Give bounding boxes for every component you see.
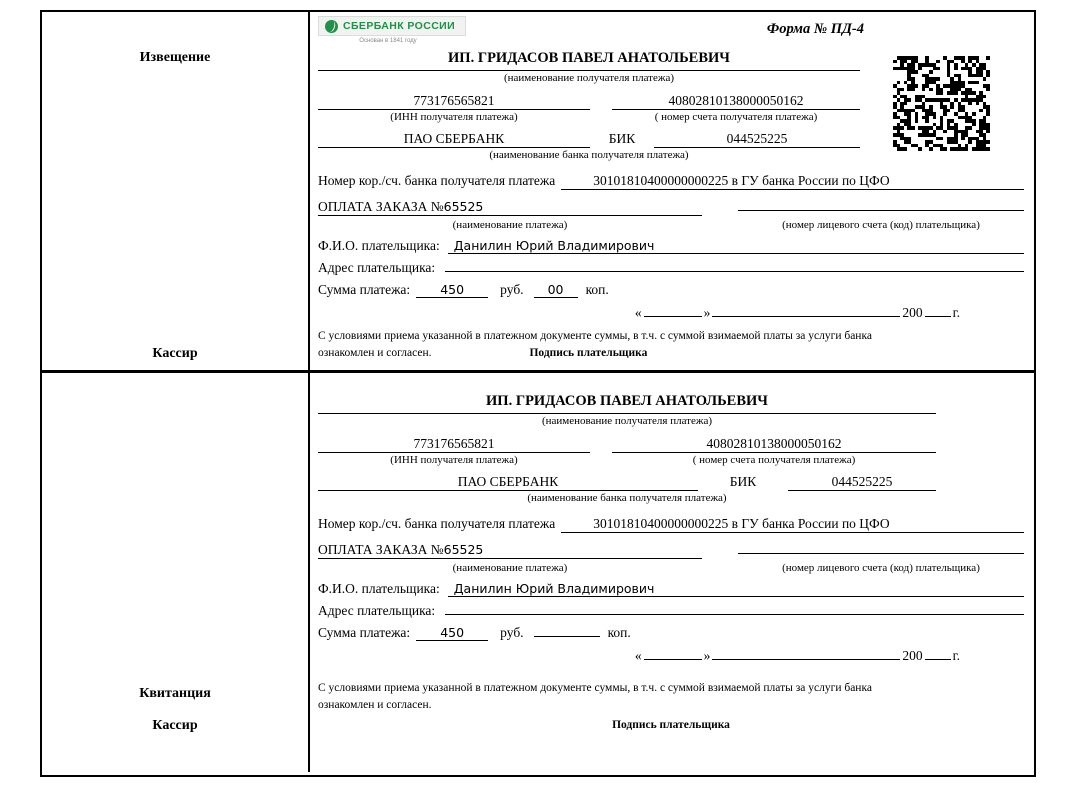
agreement-text (318, 328, 1024, 361)
sberbank-logo-strip (318, 16, 466, 36)
quote-close: » (703, 305, 711, 321)
payer-address-label: Адрес плательщика: (318, 603, 436, 619)
bank-caption: (наименование банка получателя платежа) (489, 148, 689, 161)
amount-row (318, 282, 1024, 298)
payment-purpose (318, 542, 702, 559)
receipt-stub (42, 373, 310, 772)
payer-name-label: Ф.И.О. плательщика: (318, 581, 440, 597)
corr-account-value: 30101810400000000225 в ГУ банка России по ЦФО (561, 516, 1024, 533)
form-number-label: Форма № ПД-4 (766, 21, 864, 37)
payer-address-label: Адрес плательщика: (318, 260, 436, 276)
agreement-line2-row (318, 345, 1024, 362)
payer-address-blank (445, 614, 1024, 615)
payment-purpose-row (318, 542, 1024, 559)
bank-caption: (наименование банка получателя платежа) (527, 491, 727, 504)
bik-value: 044525225 (654, 131, 860, 148)
personal-account-caption: (номер лицевого счета (код) плательщика) (782, 218, 980, 231)
pd4-payment-form (40, 10, 1036, 777)
payment-purpose-prefix: ОПЛАТА ЗАКАЗА № (318, 198, 444, 214)
amount-row (318, 625, 1024, 641)
corr-account-row (318, 516, 1024, 533)
bank-row (318, 131, 860, 148)
payment-caption: (наименование платежа) (452, 218, 568, 231)
payment-captions (318, 561, 1024, 576)
account-caption: ( номер счета получателя платежа) (654, 110, 818, 123)
agreement-line2: ознакомлен и согласен. (318, 347, 432, 360)
quote-open: « (634, 305, 642, 321)
agreement-text (318, 680, 1024, 713)
sberbank-logo-tagline: Основан в 1841 году (359, 37, 417, 44)
year-suffix: г. (952, 305, 960, 321)
receipt-upper-block (318, 393, 936, 506)
amount-kop-value: 00 (534, 282, 578, 298)
date-row (318, 648, 962, 664)
sberbank-logo-text: СБЕРБАНК РОССИИ (343, 20, 456, 32)
year-suffix: г. (952, 648, 960, 664)
date-day-blank (644, 659, 702, 660)
bank-name-value: ПАО СБЕРБАНК (318, 474, 698, 491)
notice-cashier-label: Кассир (152, 346, 198, 361)
rub-label: руб. (500, 625, 524, 641)
bank-name-value: ПАО СБЕРБАНК (318, 131, 590, 148)
amount-label: Сумма платежа: (318, 625, 411, 641)
notice-stub-title: Извещение (139, 50, 211, 65)
amount-rub-value: 450 (416, 282, 488, 298)
quote-close: » (703, 648, 711, 664)
payment-caption: (наименование платежа) (452, 561, 568, 574)
agreement-line2: ознакомлен и согласен. (318, 699, 432, 712)
year-prefix: 200 (902, 305, 923, 321)
corr-account-label: Номер кор./сч. банка получателя платежа (318, 172, 556, 188)
date-month-blank (712, 659, 900, 660)
personal-account-blank (738, 553, 1024, 554)
bik-label: БИК (608, 130, 636, 146)
corr-account-label: Номер кор./сч. банка получателя платежа (318, 515, 556, 531)
sberbank-logo (318, 16, 1024, 44)
qr-code (893, 56, 990, 151)
account-value: 40802810138000050162 (612, 436, 936, 453)
inn-caption: (ИНН получателя платежа) (390, 110, 518, 123)
payment-captions (318, 218, 1024, 233)
payer-name-value: Данилин Юрий Владимирович (448, 581, 1024, 597)
kop-label: коп. (585, 282, 609, 298)
date-month-blank (712, 316, 900, 317)
receipt-content (310, 373, 1034, 772)
rub-label: руб. (500, 282, 524, 298)
payer-address-blank (445, 271, 1024, 272)
corr-account-value: 30101810400000000225 в ГУ банка России по ЦФО (561, 173, 1024, 190)
quote-open: « (634, 648, 642, 664)
payer-name-row (318, 238, 1024, 254)
corr-account-row (318, 173, 1024, 190)
order-number: 65525 (443, 198, 484, 214)
notice-content (310, 12, 1034, 370)
receipt-cashier-label: Кассир (152, 718, 198, 733)
date-row (318, 305, 962, 321)
payer-address-row (318, 260, 1024, 276)
notice-stub (42, 12, 310, 370)
personal-account-blank (738, 210, 1024, 211)
receipt-section (42, 373, 1034, 772)
personal-account-caption: (номер лицевого счета (код) плательщика) (782, 561, 980, 574)
payer-signature-label: Подпись плательщика (529, 347, 648, 360)
bik-value: 044525225 (788, 474, 936, 491)
amount-rub-value: 450 (416, 625, 488, 641)
notice-header (318, 16, 1024, 48)
payee-name: ИП. ГРИДАСОВ ПАВЕЛ АНАТОЛЬЕВИЧ (318, 50, 860, 71)
account-caption: ( номер счета получателя платежа) (692, 453, 856, 466)
order-number: 65525 (443, 541, 484, 557)
bik-label: БИК (729, 473, 757, 489)
inn-caption: (ИНН получателя платежа) (390, 453, 518, 466)
kop-label: коп. (607, 625, 631, 641)
notice-section (42, 12, 1034, 373)
payee-name-caption: (наименование получателя платежа) (503, 72, 675, 84)
account-value: 40802810138000050162 (612, 93, 860, 110)
payment-purpose-prefix: ОПЛАТА ЗАКАЗА № (318, 541, 444, 557)
notice-upper-block (318, 50, 860, 163)
payer-name-value: Данилин Юрий Владимирович (448, 238, 1024, 254)
date-year-blank (925, 659, 951, 660)
payer-address-row (318, 603, 1024, 619)
inn-account-row (318, 436, 936, 453)
agreement-line1: С условиями приема указанной в платежном документе суммы, в т.ч. с суммой взимаемой платы за услуги банка (318, 682, 872, 695)
payee-name-caption: (наименование получателя платежа) (541, 415, 713, 427)
payee-name: ИП. ГРИДАСОВ ПАВЕЛ АНАТОЛЬЕВИЧ (318, 393, 936, 414)
sberbank-logo-icon (325, 20, 338, 33)
payment-purpose (318, 199, 702, 216)
bank-row (318, 474, 936, 491)
amount-label: Сумма платежа: (318, 282, 411, 298)
inn-account-captions (318, 453, 936, 468)
inn-value: 773176565821 (318, 436, 590, 453)
date-day-blank (644, 316, 702, 317)
date-year-blank (925, 316, 951, 317)
payer-signature-label: Подпись плательщика (612, 718, 730, 731)
agreement-line1: С условиями приема указанной в платежном документе суммы, в т.ч. с суммой взимаемой платы за услуги банка (318, 330, 872, 343)
payment-purpose-row (318, 199, 1024, 216)
inn-account-row (318, 93, 860, 110)
payer-name-row (318, 581, 1024, 597)
receipt-stub-title: Квитанция (139, 686, 211, 701)
inn-value: 773176565821 (318, 93, 590, 110)
payer-name-label: Ф.И.О. плательщика: (318, 238, 440, 254)
inn-account-captions (318, 110, 860, 125)
amount-kop-blank (534, 636, 600, 637)
year-prefix: 200 (902, 648, 923, 664)
